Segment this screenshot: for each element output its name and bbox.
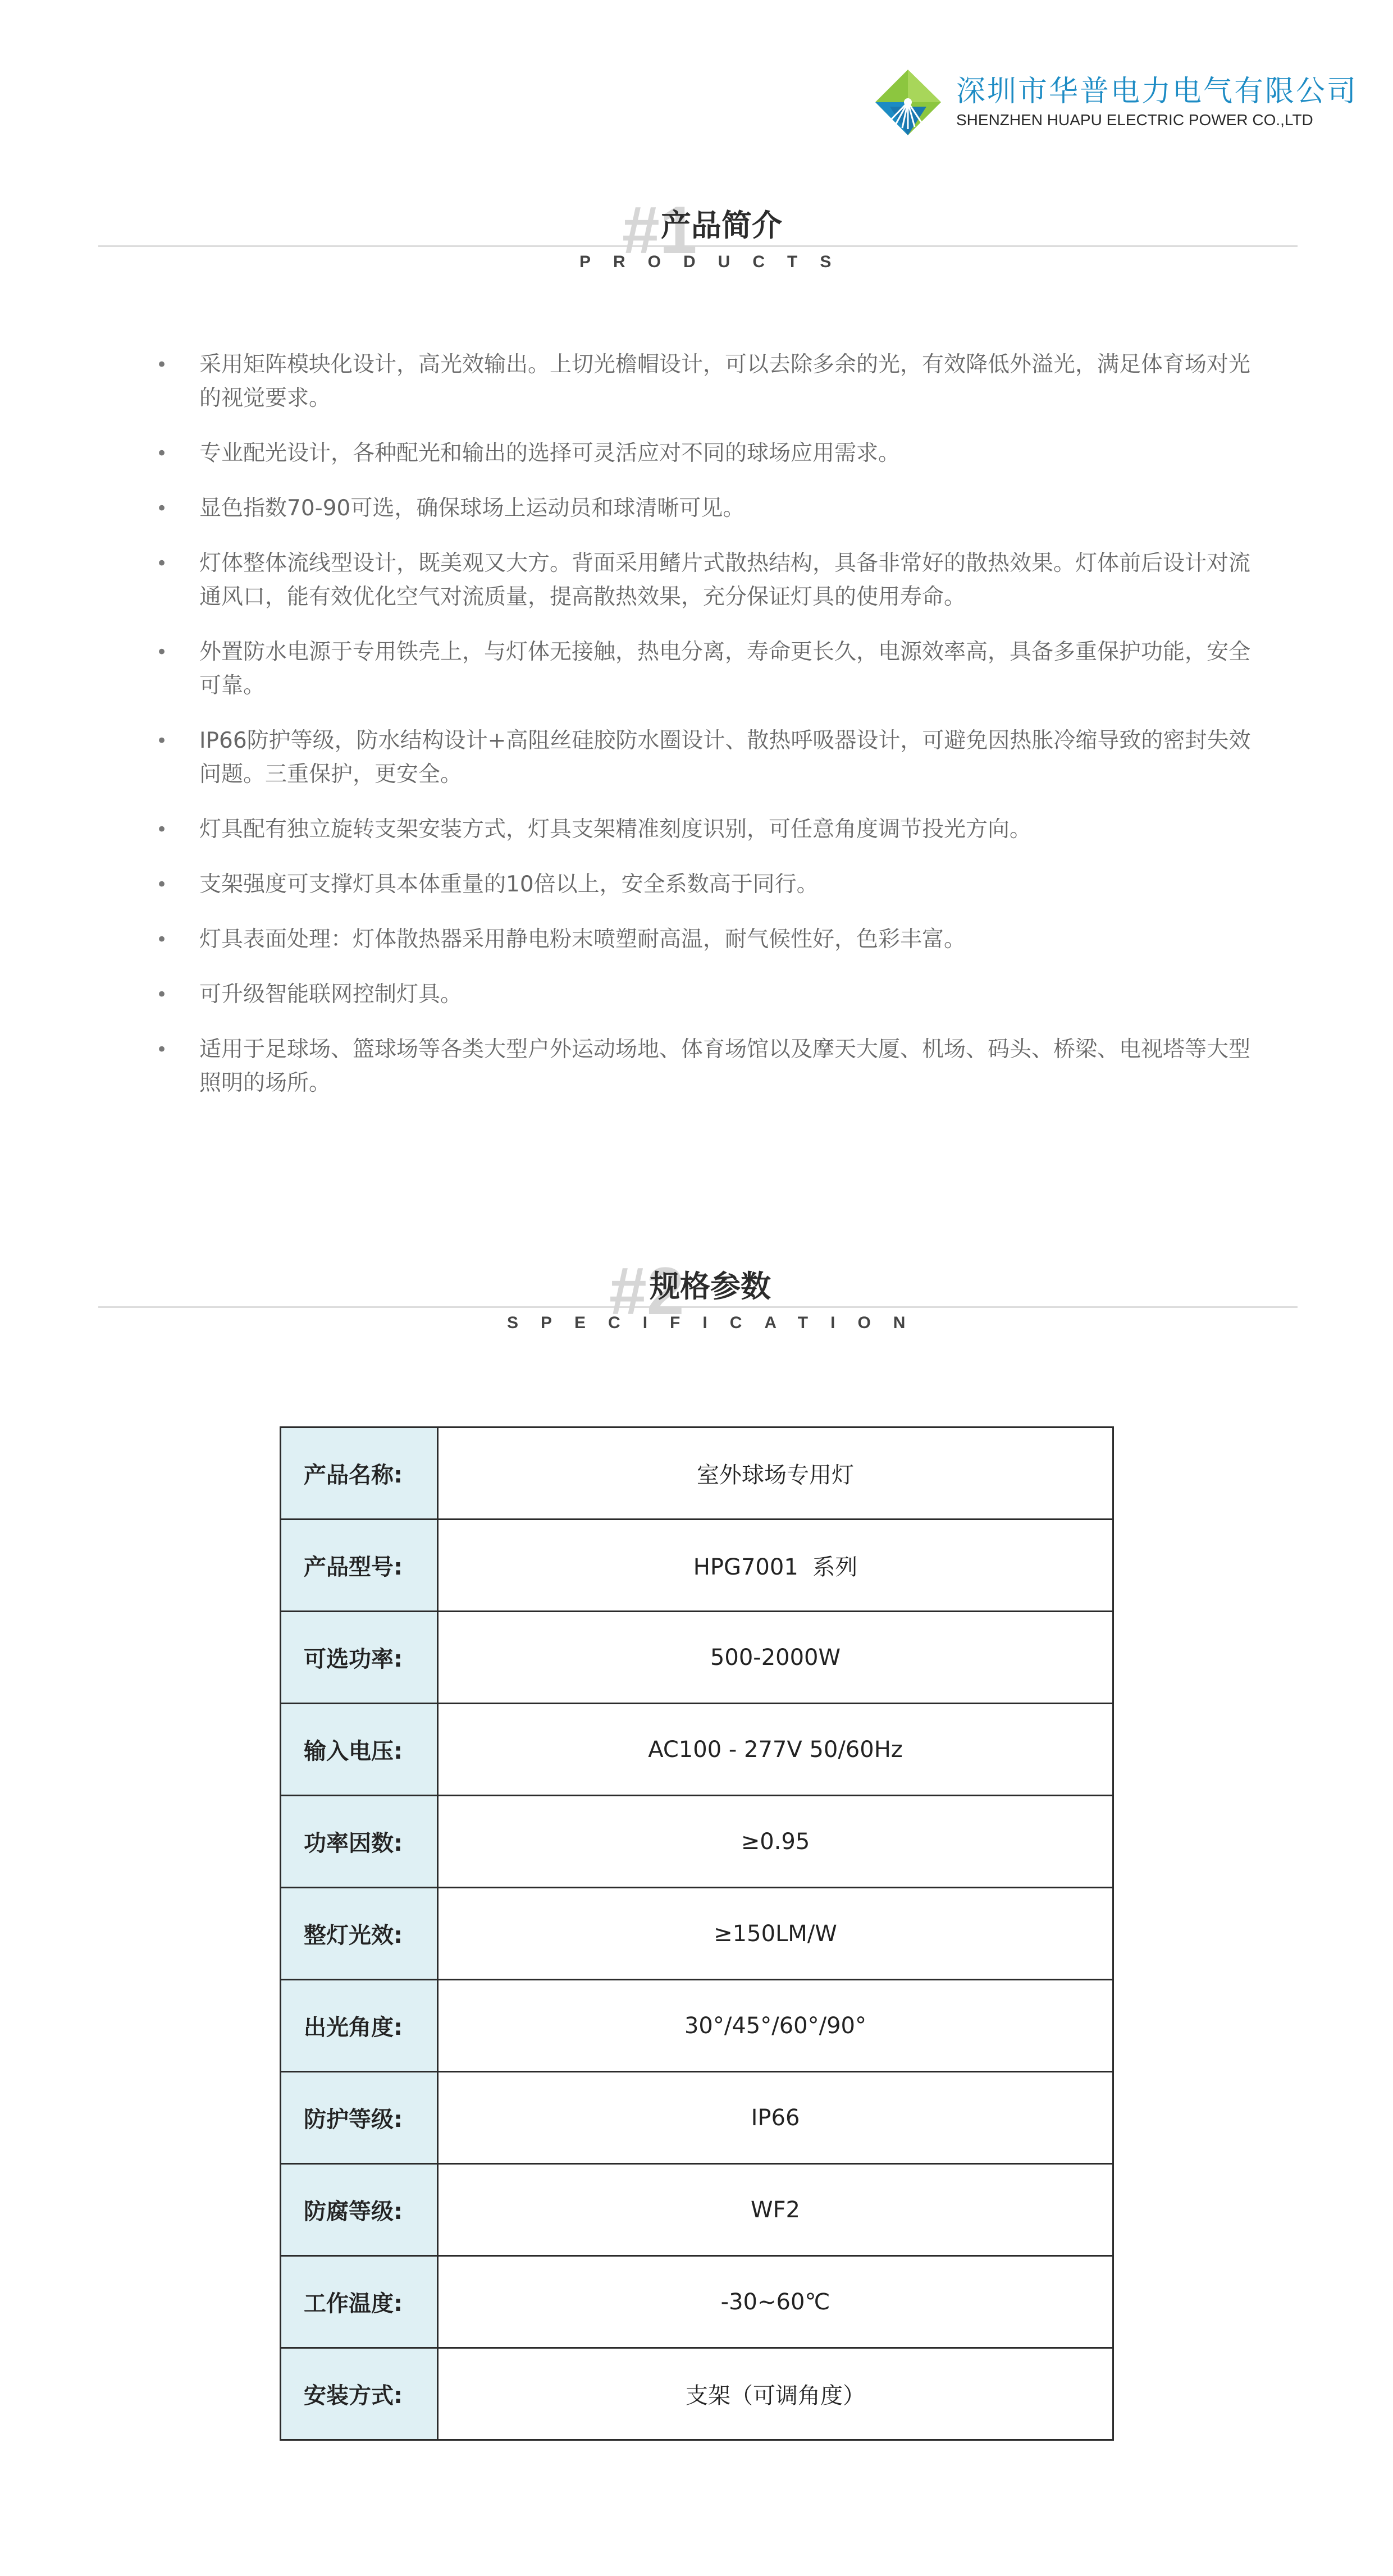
section-divider: [98, 1306, 1298, 1308]
spec-label: 输入电压:: [281, 1704, 438, 1796]
feature-text: 灯具表面处理：灯体散热器采用静电粉末喷塑耐高温，耐气候性好，色彩丰富。: [199, 927, 966, 952]
spec-label: 整灯光效:: [281, 1888, 438, 1980]
feature-text: 灯体整体流线型设计，既美观又大方。背面采用鳍片式散热结构，具备非常好的散热效果。灯体前后设计对流通风口，能有效优化空气对流质量，提高散热效果，充分保证灯具的使用寿命。: [199, 551, 1251, 610]
section-number: #1: [622, 193, 697, 268]
spec-value: 30°/45°/60°/90°: [438, 1980, 1113, 2072]
bullet-icon: •: [156, 354, 168, 376]
table-row: [281, 2256, 1113, 2348]
spec-label: 安装方式:: [281, 2348, 438, 2440]
spec-label: 防护等级:: [281, 2072, 438, 2164]
bullet-icon: •: [156, 442, 168, 465]
list-item: [152, 437, 1258, 470]
spec-table: [280, 1426, 1114, 2441]
section-subtitle: PRODUCTS: [579, 253, 854, 271]
spec-value: 室外球场专用灯: [438, 1427, 1113, 1520]
list-item: [152, 1033, 1258, 1100]
spec-value: IP66: [438, 2072, 1113, 2164]
list-item: [152, 923, 1258, 957]
spec-label: 功率因数:: [281, 1796, 438, 1888]
list-item: [152, 868, 1258, 902]
list-item: [152, 348, 1258, 415]
list-item: [152, 492, 1258, 525]
spec-label: 产品型号:: [281, 1520, 438, 1612]
table-row: [281, 1980, 1113, 2072]
company-logo: [873, 62, 1358, 140]
spec-label: 工作温度:: [281, 2256, 438, 2348]
section-title: 产品简介: [661, 208, 782, 243]
spec-value: ≥150LM/W: [438, 1888, 1113, 1980]
table-row: [281, 1520, 1113, 1612]
bullet-icon: •: [156, 497, 168, 520]
diamond-logo-icon: [873, 67, 943, 138]
feature-list: [152, 348, 1258, 1122]
spec-value: -30~60℃: [438, 2256, 1113, 2348]
bullet-icon: •: [156, 1038, 168, 1061]
company-name-en: SHENZHEN HUAPU ELECTRIC POWER CO.,LTD: [956, 111, 1313, 129]
table-row: [281, 2348, 1113, 2440]
bullet-icon: •: [156, 928, 168, 951]
table-row: [281, 1888, 1113, 1980]
feature-text: 外置防水电源于专用铁壳上，与灯体无接触，热电分离，寿命更长久，电源效率高，具备多重保护功能，安全可靠。: [199, 639, 1251, 698]
table-row: [281, 1796, 1113, 1888]
list-item: [152, 724, 1258, 791]
section-specs-header: [98, 1253, 1298, 1350]
feature-text: 支架强度可支撑灯具本体重量的10倍以上，安全系数高于同行。: [199, 872, 819, 897]
bullet-icon: •: [156, 641, 168, 664]
bullet-icon: •: [156, 818, 168, 841]
feature-text: 适用于足球场、篮球场等各类大型户外运动场地、体育场馆以及摩天大厦、机场、码头、桥梁、电视塔等大型照明的场所。: [199, 1037, 1251, 1096]
table-row: [281, 2164, 1113, 2256]
feature-text: IP66防护等级，防水结构设计+高阻丝硅胶防水圈设计、散热呼吸器设计，可避免因热胀冷缩导致的密封失效问题。三重保护，更安全。: [199, 728, 1251, 787]
section-subtitle: SPECIFICATION: [507, 1314, 928, 1332]
table-row: [281, 1427, 1113, 1520]
table-row: [281, 2072, 1113, 2164]
bullet-icon: •: [156, 552, 168, 575]
bullet-icon: •: [156, 730, 168, 752]
feature-text: 可升级智能联网控制灯具。: [199, 982, 463, 1007]
list-item: [152, 978, 1258, 1012]
feature-text: 灯具配有独立旋转支架安装方式，灯具支架精准刻度识别，可任意角度调节投光方向。: [199, 817, 1032, 842]
section-divider: [98, 245, 1298, 247]
feature-text: 采用矩阵模块化设计，高光效输出。上切光檐帽设计，可以去除多余的光，有效降低外溢光，满足体育场对光的视觉要求。: [199, 352, 1251, 411]
list-item: [152, 635, 1258, 703]
spec-label: 产品名称:: [281, 1427, 438, 1520]
feature-text: 显色指数70-90可选，确保球场上运动员和球清晰可见。: [199, 496, 745, 521]
spec-value: HPG7001 系列: [438, 1520, 1113, 1612]
section-title: 规格参数: [650, 1269, 771, 1304]
table-row: [281, 1704, 1113, 1796]
spec-label: 出光角度:: [281, 1980, 438, 2072]
company-name-cn: 深圳市华普电力电气有限公司: [956, 75, 1358, 108]
table-row: [281, 1612, 1113, 1704]
spec-value: WF2: [438, 2164, 1113, 2256]
bullet-icon: •: [156, 873, 168, 896]
list-item: [152, 547, 1258, 614]
spec-value: 支架（可调角度）: [438, 2348, 1113, 2440]
spec-value: 500-2000W: [438, 1612, 1113, 1704]
list-item: [152, 813, 1258, 847]
section-products-header: [98, 193, 1298, 289]
section-number: #2: [609, 1253, 684, 1329]
spec-label: 可选功率:: [281, 1612, 438, 1704]
spec-value: AC100 - 277V 50/60Hz: [438, 1704, 1113, 1796]
spec-label: 防腐等级:: [281, 2164, 438, 2256]
spec-value: ≥0.95: [438, 1796, 1113, 1888]
feature-text: 专业配光设计，各种配光和输出的选择可灵活应对不同的球场应用需求。: [199, 441, 901, 466]
bullet-icon: •: [156, 983, 168, 1006]
